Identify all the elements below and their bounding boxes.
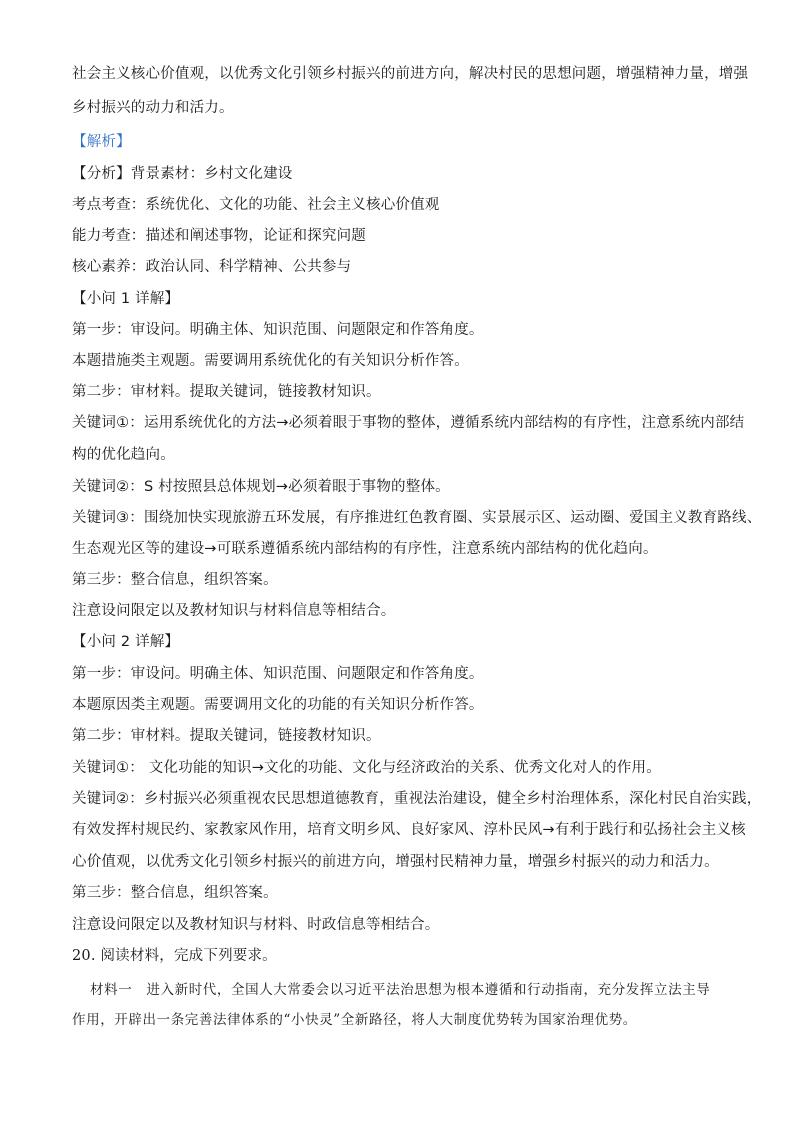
section-heading: 【小问 2 详解】 <box>72 634 180 650</box>
material-line: 材料一 进入新时代，全国人大常委会以习近平法治思想为根本遵循和行动指南，充分发挥立法主导 <box>90 982 711 998</box>
analysis-heading: 【解析】 <box>72 134 131 150</box>
text-line: 关键词②：乡村振兴必须重视农民思想道德教育，重视法治建设，健全乡村治理体系，深化村民自治实践， <box>72 791 762 807</box>
text-line: 生态观光区等的建设→可联系遵循系统内部结构的有序性，注意系统内部结构的优化趋向。 <box>72 541 658 557</box>
text-line: 关键词③：围绕加快实现旅游五环发展，有序推进红色教育圈、实景展示区、运动圈、爱国主义教育路线、 <box>72 510 762 526</box>
text-line: 能力考查：描述和阐述事物，论证和探究问题 <box>72 228 366 244</box>
text-line: 第二步：审材料。提取关键词，链接教材知识。 <box>72 384 381 400</box>
text-line: 关键词②：S 村按照县总体规划→必须着眼于事物的整体。 <box>72 479 450 495</box>
text-line: 第一步：审设问。明确主体、知识范围、问题限定和作答角度。 <box>72 322 484 338</box>
text-line: 第三步：整合信息，组织答案。 <box>72 885 278 901</box>
text-line: 关键词①： 文化功能的知识→文化的功能、文化与经济政治的关系、优秀文化对人的作用。 <box>72 760 661 776</box>
text-line: 注意设问限定以及教材知识与材料、时政信息等相结合。 <box>72 917 440 933</box>
text-line: 本题原因类主观题。需要调用文化的功能的有关知识分析作答。 <box>72 697 484 713</box>
section-heading: 【小问 1 详解】 <box>72 291 180 307</box>
text-line: 核心素养：政治认同、科学精神、公共参与 <box>72 259 352 275</box>
text-line: 乡村振兴的动力和活力。 <box>72 100 234 116</box>
text-line: 第一步：审设问。明确主体、知识范围、问题限定和作答角度。 <box>72 666 484 682</box>
text-line: 第三步：整合信息，组织答案。 <box>72 572 278 588</box>
text-line: 本题措施类主观题。需要调用系统优化的有关知识分析作答。 <box>72 353 469 369</box>
question-title: 20. 阅读材料，完成下列要求。 <box>72 948 277 964</box>
text-line: 考点考查：系统优化、文化的功能、社会主义核心价值观 <box>72 197 440 213</box>
text-line: 社会主义核心价值观，以优秀文化引领乡村振兴的前进方向，解决村民的思想问题，增强精神力量，增强 <box>72 66 749 82</box>
text-line: 构的优化趋向。 <box>72 447 175 463</box>
text-line: 第二步：审材料。提取关键词，链接教材知识。 <box>72 728 381 744</box>
material-line: 作用，开辟出一条完善法律体系的“小快灵”全新路径，将人大制度优势转为国家治理优势。 <box>72 1012 637 1028</box>
text-line: 有效发挥村规民约、家教家风作用，培育文明乡风、良好家风、淳朴民风→有利于践行和弘扬社会主义核 <box>72 822 746 838</box>
text-line: 心价值观，以优秀文化引领乡村振兴的前进方向，增强村民精神力量，增强乡村振兴的动力和活力。 <box>72 854 719 870</box>
text-line: 注意设问限定以及教材知识与材料信息等相结合。 <box>72 603 396 619</box>
text-line: 【分析】背景素材：乡村文化建设 <box>72 166 293 182</box>
text-line: 关键词①：运用系统优化的方法→必须着眼于事物的整体，遵循系统内部结构的有序性，注意系统内部结 <box>72 415 745 431</box>
